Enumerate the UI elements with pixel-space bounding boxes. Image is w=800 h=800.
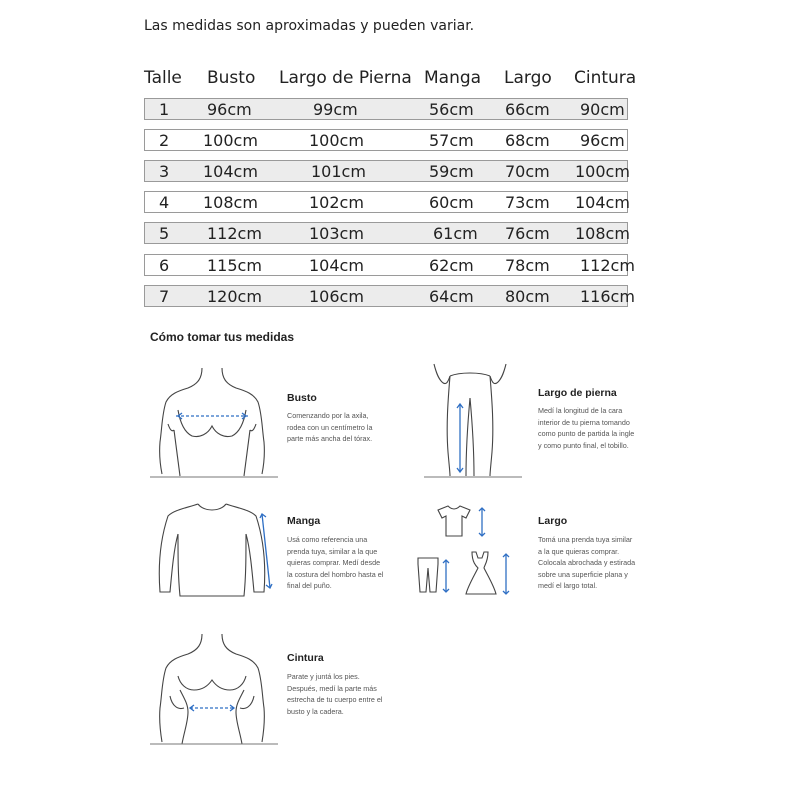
header-cintura: Cintura (574, 68, 637, 88)
cell-talle: 3 (159, 162, 170, 181)
waist-torso-illustration (150, 632, 280, 746)
cell-busto: 108cm (203, 193, 258, 212)
cell-cintura: 116cm (580, 287, 635, 306)
cintura-title: Cintura (287, 652, 324, 664)
cintura-description (287, 671, 383, 717)
cell-largo: 68cm (505, 131, 550, 150)
largo-pierna-desc-line: interior de tu pierna tomando (538, 417, 630, 427)
cell-largo: 73cm (505, 193, 550, 212)
cell-talle: 7 (159, 287, 170, 306)
cell-largo-pierna: 106cm (309, 287, 364, 306)
cell-cintura: 104cm (575, 193, 630, 212)
cell-busto: 115cm (207, 256, 262, 275)
largo-title: Largo (538, 515, 568, 527)
largo-pierna-desc-line: y como punto final, el tobillo. (538, 440, 629, 450)
header-manga: Manga (424, 68, 482, 88)
header-busto: Busto (207, 68, 256, 88)
disclaimer-text: Las medidas son aproximadas y pueden variar. (144, 18, 475, 34)
cell-manga: 61cm (433, 224, 478, 243)
cell-busto: 100cm (203, 131, 258, 150)
manga-desc-line: la costura del hombro hasta el (287, 569, 384, 579)
cell-talle: 4 (159, 193, 170, 212)
cell-talle: 6 (159, 256, 170, 275)
table-row (144, 191, 628, 213)
cell-talle: 1 (159, 100, 170, 119)
cell-cintura: 108cm (575, 224, 630, 243)
table-header (144, 68, 637, 92)
cell-largo: 70cm (505, 162, 550, 181)
cell-talle: 5 (159, 224, 170, 243)
sleeve-shirt-illustration (150, 500, 276, 600)
largo-desc-line: a la que quieras comprar. (538, 546, 620, 556)
size-table (144, 68, 637, 306)
table-row (144, 285, 635, 307)
manga-desc-line: final del puño. (287, 581, 332, 590)
table-row (144, 129, 628, 151)
cell-busto: 104cm (203, 162, 258, 181)
manga-title: Manga (287, 515, 321, 527)
busto-desc-line: rodea con un centímetro la (287, 422, 373, 432)
how-to-measure-title: Cómo tomar tus medidas (150, 330, 295, 344)
table-row (144, 222, 628, 244)
largo-desc-line: Tomá una prenda tuya similar (538, 535, 633, 544)
manga-description (287, 534, 383, 592)
largo-desc-line: Colocala abrochada y estirada (538, 558, 636, 567)
cell-busto: 120cm (207, 287, 262, 306)
cell-cintura: 100cm (575, 162, 630, 181)
header-largo: Largo (504, 68, 552, 88)
cintura-desc-line: Parate y juntá los pies. (287, 672, 360, 681)
cell-manga: 59cm (429, 162, 474, 181)
cell-manga: 56cm (429, 100, 474, 119)
table-row (144, 98, 628, 120)
cintura-desc-line: estrecha de tu cuerpo entre el (287, 695, 383, 704)
cell-cintura: 112cm (580, 256, 635, 275)
cell-largo-pierna: 104cm (309, 256, 364, 275)
table-row (144, 254, 635, 276)
table-row (144, 160, 628, 182)
cell-largo-pierna: 101cm (311, 162, 366, 181)
bust-torso-illustration (150, 366, 280, 478)
cell-manga: 64cm (429, 287, 474, 306)
cell-largo: 76cm (505, 224, 550, 243)
leg-length-illustration (420, 360, 524, 478)
largo-desc-line: sobre una superficie plana y (538, 569, 628, 579)
cell-cintura: 90cm (580, 100, 625, 119)
cell-largo-pierna: 100cm (309, 131, 364, 150)
manga-desc-line: quieras comprar. Medí desde (287, 558, 381, 567)
busto-desc-line: Comenzando por la axila, (287, 411, 369, 420)
cell-cintura: 96cm (580, 131, 625, 150)
cell-talle: 2 (159, 131, 170, 150)
largo-description (538, 534, 635, 592)
manga-desc-line: prenda tuya, similar a la que (287, 546, 378, 556)
largo-pierna-title: Largo de pierna (538, 387, 617, 399)
cintura-desc-line: busto y la cadera. (287, 706, 344, 716)
header-largo-pierna: Largo de Pierna (279, 68, 412, 88)
cell-largo-pierna: 102cm (309, 193, 364, 212)
header-talle: Talle (144, 68, 182, 88)
cell-largo-pierna: 103cm (309, 224, 364, 243)
cintura-desc-line: Después, medí la parte más (287, 683, 377, 693)
cell-largo-pierna: 99cm (313, 100, 358, 119)
largo-pierna-description (538, 405, 634, 451)
busto-description (287, 410, 373, 445)
cell-manga: 60cm (429, 193, 474, 212)
cell-busto: 96cm (207, 100, 252, 119)
cell-largo: 78cm (505, 256, 550, 275)
cell-manga: 62cm (429, 256, 474, 275)
busto-title: Busto (287, 392, 317, 404)
cell-busto: 112cm (207, 224, 262, 243)
largo-pierna-desc-line: como punto de partida la ingle (538, 429, 635, 438)
cell-largo: 66cm (505, 100, 550, 119)
cell-largo: 80cm (505, 287, 550, 306)
manga-desc-line: Usá como referencia una (287, 535, 368, 544)
garment-length-illustration (414, 502, 514, 598)
busto-desc-line: parte más ancha del tórax. (287, 434, 373, 443)
largo-pierna-desc-line: Medí la longitud de la cara (538, 406, 623, 415)
largo-desc-line: medí el largo total. (538, 581, 598, 590)
cell-manga: 57cm (429, 131, 474, 150)
